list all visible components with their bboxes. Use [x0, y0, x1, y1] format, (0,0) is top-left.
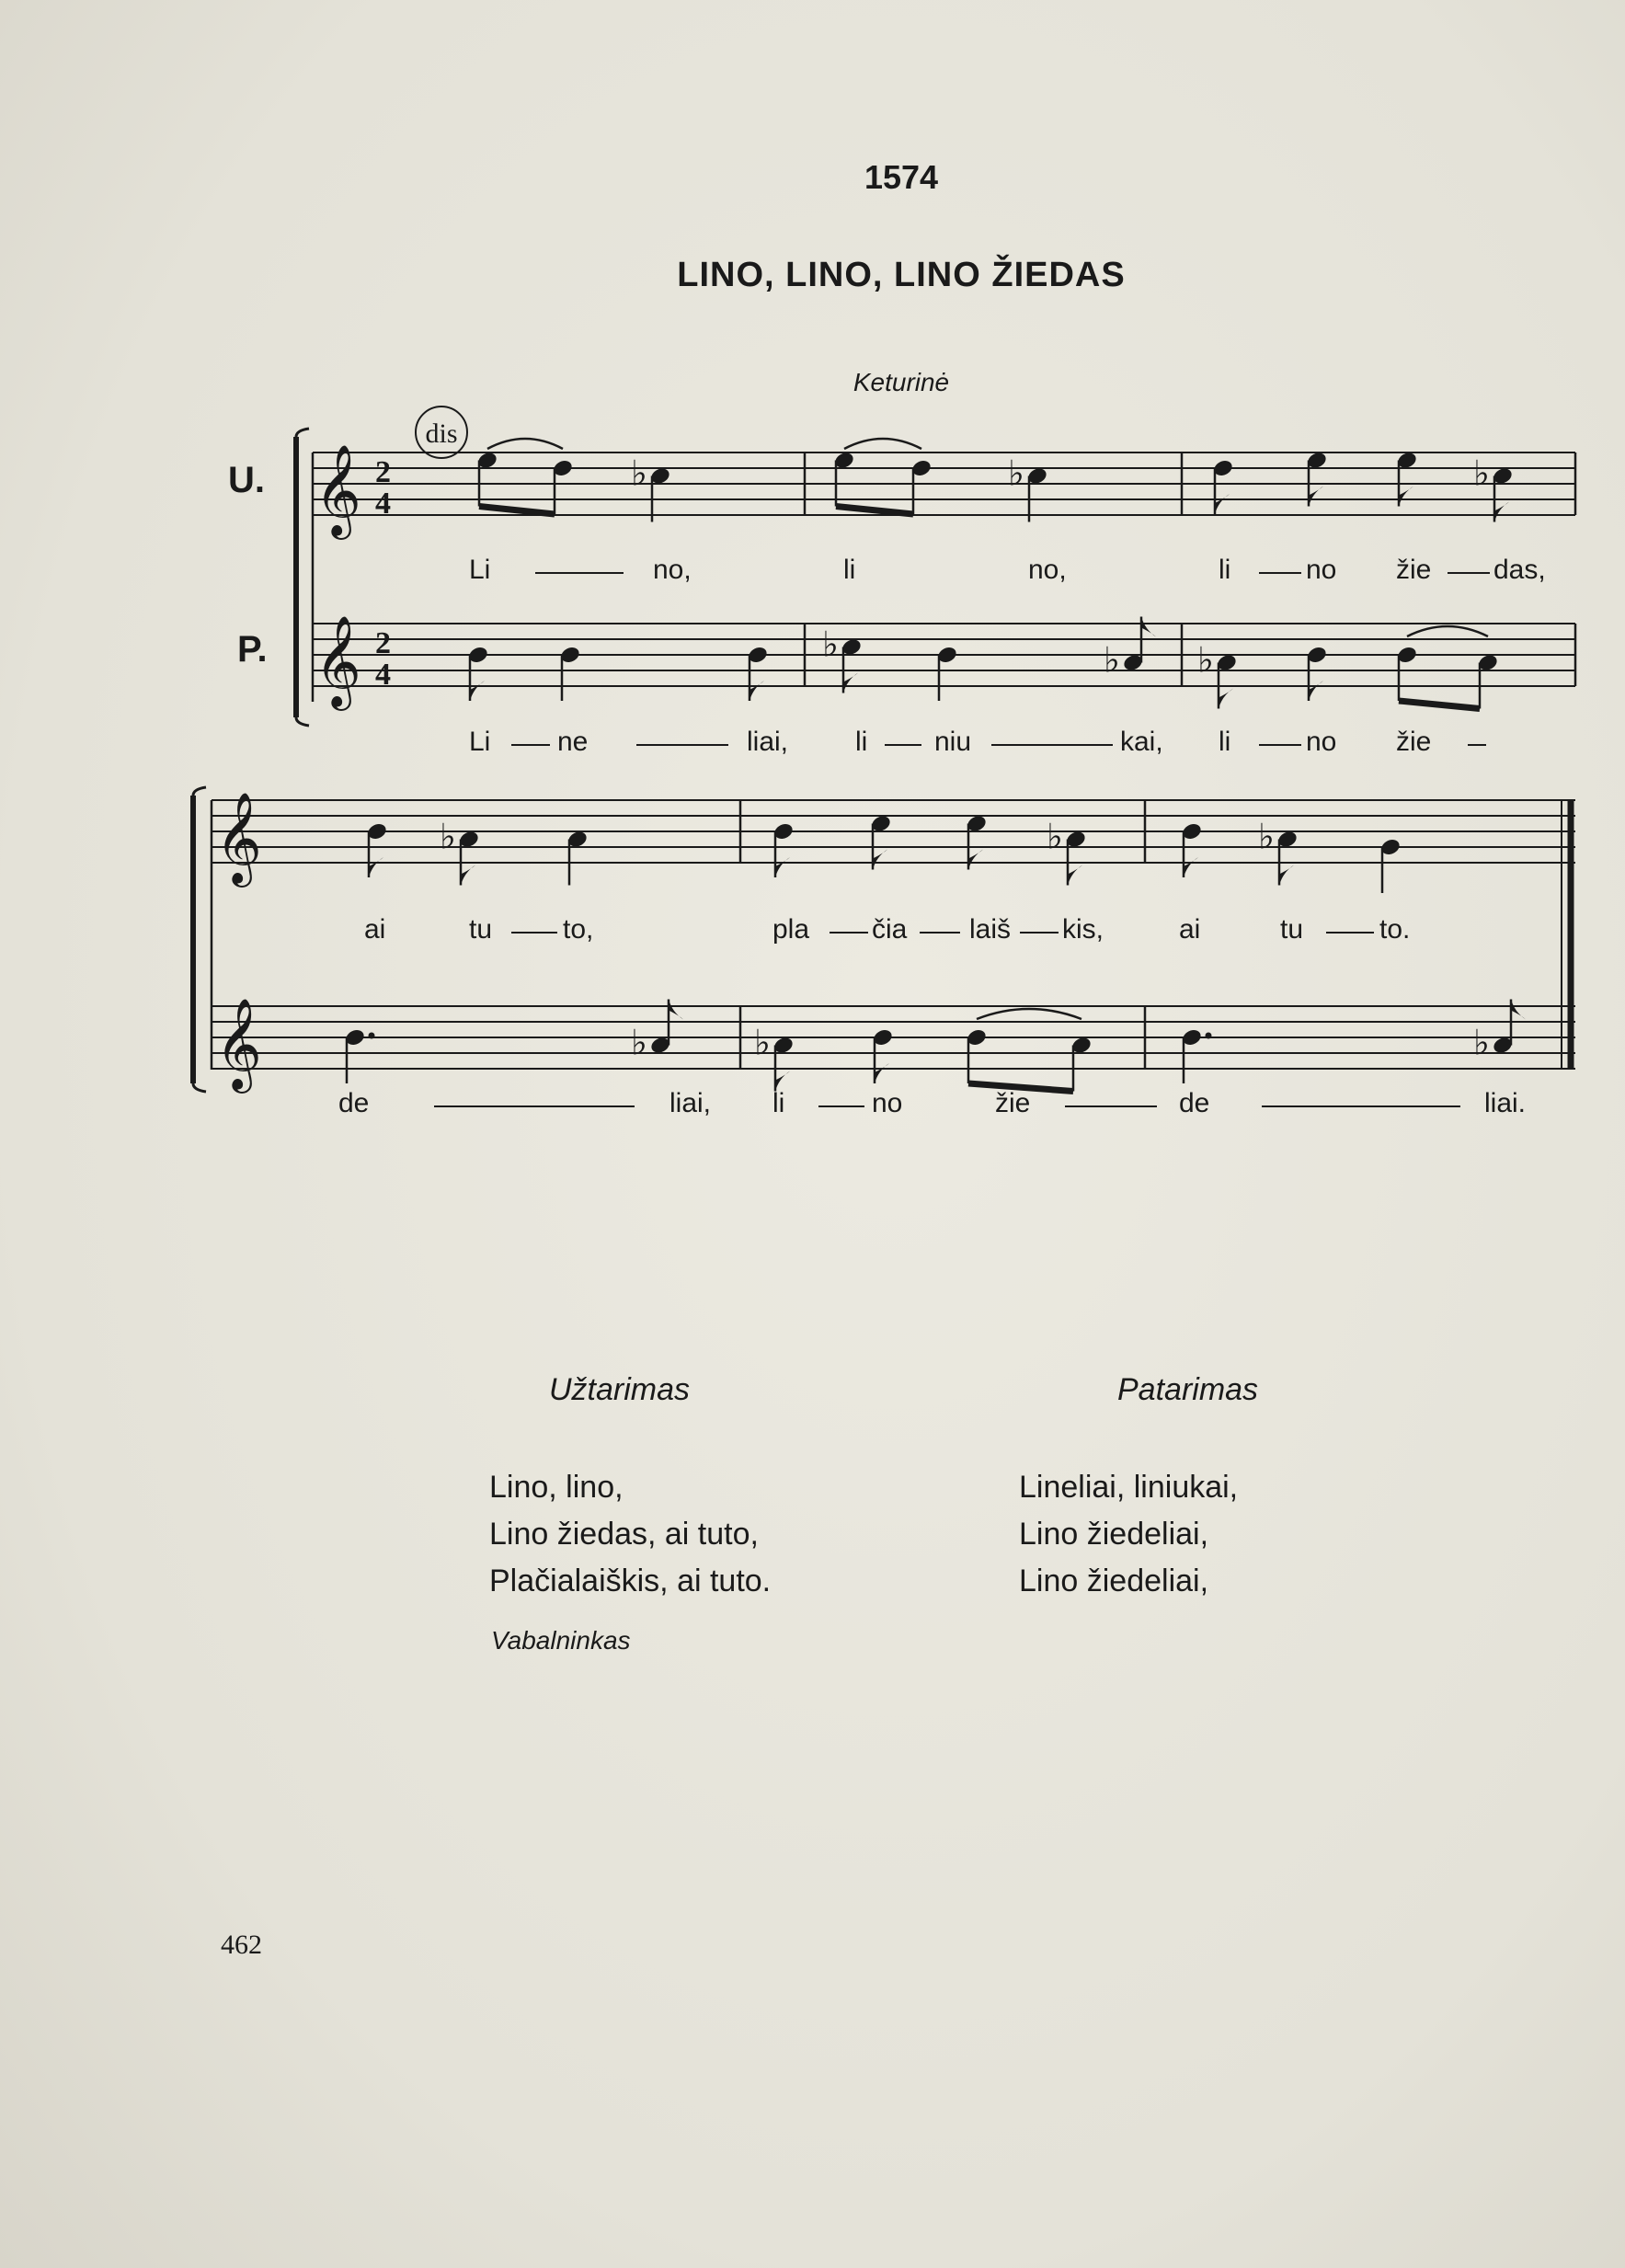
flat-sign: ♭ [1473, 452, 1490, 494]
lyric: liai, [747, 727, 789, 757]
treble-clef: 𝄞 [215, 792, 262, 884]
note-flag [369, 857, 383, 877]
note-flag [470, 681, 485, 701]
lyric: čia [872, 914, 908, 945]
lyric: liai. [1484, 1088, 1527, 1118]
lyric-extender [511, 932, 557, 934]
treble-clef: 𝄞 [215, 998, 262, 1090]
slur [844, 439, 921, 449]
time-signature [375, 455, 391, 692]
lyric: li [1219, 727, 1231, 757]
verse-line: Lino žiedeliai, [1019, 1517, 1209, 1552]
lyric-extender [1065, 1105, 1157, 1107]
note-flag [1511, 1000, 1526, 1020]
lyric: Li [469, 727, 491, 757]
flat-sign: ♭ [631, 1022, 647, 1063]
verse-heading-left: Užtarimas [549, 1372, 691, 1407]
flat-sign: ♭ [1473, 1022, 1490, 1063]
lyric: to, [563, 914, 594, 945]
note-flag [1068, 865, 1082, 886]
flat-sign: ♭ [1008, 452, 1024, 494]
svg-text:2: 2 [375, 626, 391, 660]
key-note-marking: dis [425, 418, 458, 449]
lyric-extender [535, 572, 624, 574]
lyric: no, [1028, 555, 1067, 585]
lyric: de [338, 1088, 370, 1118]
lyric: de [1179, 1088, 1210, 1118]
lyric: tu [1280, 914, 1304, 945]
barlines [740, 452, 1575, 1069]
lyric: Li [469, 555, 491, 585]
lyric: to. [1379, 914, 1411, 945]
treble-clef: 𝄞 [315, 444, 361, 536]
lyric: pla [772, 914, 810, 945]
lyric-extender [434, 1105, 635, 1107]
lyric: li [843, 555, 856, 585]
slur [487, 439, 563, 449]
lyric-extender [920, 932, 960, 934]
note-beam [836, 507, 913, 515]
flat-sign: ♭ [822, 624, 839, 665]
flat-sign: ♭ [1258, 816, 1275, 857]
flat-sign: ♭ [1197, 639, 1214, 681]
flat-sign: ♭ [631, 452, 647, 494]
lyric: tu [469, 914, 493, 945]
note-beam [1399, 701, 1480, 709]
lyric-extender [991, 744, 1113, 746]
lyric: no [872, 1088, 903, 1118]
lyric: laiš [969, 914, 1012, 945]
lyric-extender [1259, 744, 1301, 746]
lyric: ai [364, 914, 386, 945]
lyric-extender [830, 932, 868, 934]
note-flag [968, 850, 983, 870]
lyric: li [1219, 555, 1231, 585]
lyric: li [855, 727, 868, 757]
slur [977, 1009, 1081, 1019]
lyric: žie [1396, 727, 1432, 757]
lyric: ai [1179, 914, 1201, 945]
note-flag [461, 865, 475, 886]
lyric-extender [1020, 932, 1059, 934]
note-flag [1399, 487, 1413, 507]
note-flag [1219, 689, 1233, 709]
verse-line: Lino žiedas, ai tuto, [489, 1517, 759, 1552]
verse-left [489, 1464, 771, 1605]
lyric: das, [1493, 555, 1546, 585]
lyric: niu [934, 727, 972, 757]
staff-lines [212, 452, 1575, 1069]
song-number: 1574 [864, 158, 939, 196]
flat-sign: ♭ [440, 816, 456, 857]
lyric-extender [1448, 572, 1490, 574]
svg-text:2: 2 [375, 455, 391, 489]
svg-text:4: 4 [375, 658, 391, 692]
note-flag [1184, 857, 1198, 877]
lyric: kai, [1120, 727, 1163, 757]
note-flag [873, 850, 887, 870]
verse-line: Lineliai, liniukai, [1019, 1470, 1239, 1505]
lyric: no, [653, 555, 692, 585]
note-flag [1309, 681, 1323, 701]
verse-heading-right: Patarimas [1117, 1372, 1259, 1407]
note-flag [1494, 502, 1509, 522]
note-flag [669, 1000, 683, 1020]
lyric: žie [995, 1088, 1031, 1118]
flat-sign: ♭ [754, 1022, 771, 1063]
lyric-extender [1468, 744, 1486, 746]
page-number: 462 [221, 1930, 262, 1960]
lyric: li [772, 1088, 785, 1118]
song-title: LINO, LINO, LINO ŽIEDAS [677, 256, 1126, 294]
lyric: ne [557, 727, 589, 757]
note-flag [875, 1063, 889, 1083]
verse-right [1019, 1464, 1238, 1605]
lyric-extender [885, 744, 921, 746]
note-beam [479, 507, 555, 515]
verse-line: Plačialaiškis, ai tuto. [489, 1564, 772, 1598]
voice-label-lower: P. [237, 629, 268, 670]
verse-line: Lino, lino, [489, 1470, 624, 1505]
note-flag [1309, 487, 1323, 507]
voice-label-upper: U. [228, 460, 265, 500]
lyric-extender [818, 1105, 864, 1107]
notes-layer [344, 439, 1526, 1092]
lyric: no [1306, 727, 1337, 757]
lyric: kis, [1062, 914, 1104, 945]
note-flag [750, 681, 764, 701]
note-flag [775, 857, 790, 877]
lyric-extender [636, 744, 728, 746]
flat-sign: ♭ [1047, 816, 1063, 857]
slur [1407, 626, 1488, 636]
lyric-extender [1326, 932, 1374, 934]
lyric-extender [1259, 572, 1301, 574]
note-dot [369, 1033, 375, 1039]
lyric: žie [1396, 555, 1432, 585]
lyric-extender [1262, 1105, 1460, 1107]
note-dot [1206, 1033, 1212, 1039]
lyric: liai, [669, 1088, 712, 1118]
svg-text:4: 4 [375, 487, 391, 521]
verse-line: Lino žiedeliai, [1019, 1564, 1209, 1598]
tempo-marking: Keturinė [853, 368, 950, 396]
flat-sign: ♭ [1104, 639, 1120, 681]
note-flag [1279, 865, 1294, 886]
lyric: no [1306, 555, 1337, 585]
place-name: Vabalninkas [491, 1626, 631, 1655]
note-flag [843, 673, 858, 693]
note-flag [1141, 617, 1156, 637]
treble-clef: 𝄞 [315, 615, 361, 707]
note-flag [1215, 494, 1230, 514]
lyric-extender [511, 744, 550, 746]
